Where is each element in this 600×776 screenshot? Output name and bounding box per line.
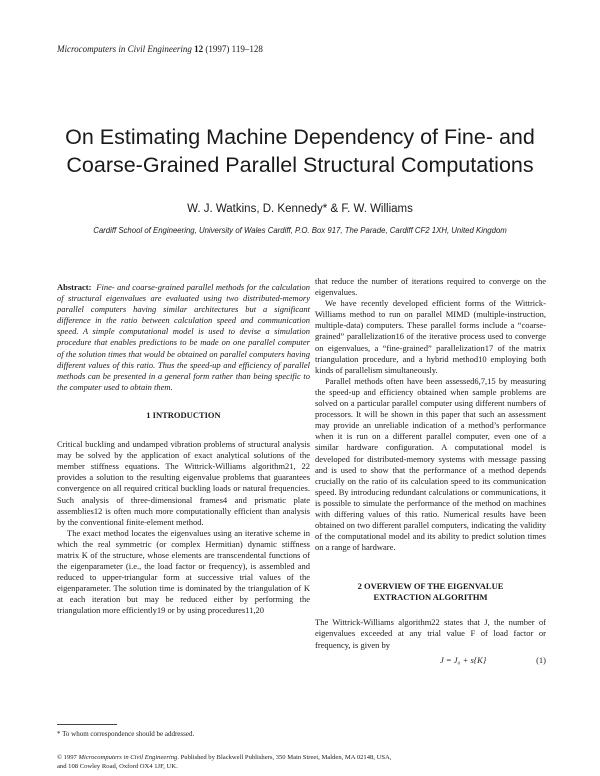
copyright-line-1: . Published by Blackwell Publishers, 350 Main Street, Malden, MA 02148, USA, [177,754,392,761]
author-list: W. J. Watkins, D. Kennedy* & F. W. Williams [187,203,413,215]
copyright-journal: Microcomputers in Civil Engineering [78,754,178,761]
right-paragraph-2: We have recently developed efficient forms of the Wittrick-Williams method to run on parallel MIMD (multiple-instruction, multiple-data) computers. These parallel forms include a “coarse-grained” parallelization16 of the iterative process used to converge on eigenvalues, a “fine-grained” parallelization17 of the matrix triangulation procedure, and a hybrid method10 employing both kinds of parallelism simultaneously. [315,298,546,375]
abstract-label: Abstract: [57,282,92,292]
equation-body: J = J₀ + s{K} [440,654,487,665]
affiliation: Cardiff School of Engineering, University of Wales Cardiff, P.O. Box 917, The Parade, Cardiff CF2 1XH, United Kingdom [93,226,507,235]
abstract [57,282,310,393]
right-paragraph-1: that reduce the number of iterations required to converge on the eigenvalues. [315,276,546,298]
abstract-text: Fine- and coarse-grained parallel methods for the calculation of structural eigenvalues are evaluated using two distributed-memory parallel computers having similar architectures but a significant difference in the ratio between calculation speed and communication speed. A simple computational model is used to devise a simulation procedure that enables predictions to be made on one parallel computer of the solution times that would be obtained on parallel computers having different values of this ratio. Thus the speed-up and efficiency of parallel methods can be presented in a general form rather than being specific to the computer used to obtain them. [57,282,310,392]
copyright-notice [57,753,477,771]
overview-heading-line-1: 2 OVERVIEW OF THE EIGENVALUE [357,581,504,592]
title-line-2: Coarse-Grained Parallel Structural Computations [66,153,534,177]
journal-name: Microcomputers in Civil Engineering [57,44,192,54]
section-heading-introduction: 1 INTRODUCTION [146,409,221,420]
section-heading-overview [315,581,546,603]
footnote-rule [57,724,117,725]
overview-paragraph-1: The Wittrick-Williams algorithm22 states that J, the number of eigenvalues exceeded at any trial value F of load factor or frequency, is given by [315,617,546,650]
overview-heading-line-2: EXTRACTION ALGORITHM [373,592,488,603]
right-column [315,276,546,666]
paper-title [0,123,600,179]
title-line-1: On Estimating Machine Dependency of Fine- and [65,125,535,149]
equation-number: (1) [536,654,546,665]
left-column [57,282,310,617]
intro-paragraph-2: The exact method locates the eigenvalues using an iterative scheme in which the real symmetric (or complex Hermitian) dynamic stiffness matrix K of the structure, whose elements are transcendental functions of the eigenparameter (i.e., the load factor or frequency), is assembled and reduced to upper-triangular form at successive trial values of the eigenparameter. The solution time is dominated by the triangulation of K at each iteration but may be reduced either by performing the triangulation more efficiently19 or by using procedures11,20 [57,527,310,616]
footnote: * To whom correspondence should be addressed. [57,730,195,738]
journal-year-pages: (1997) 119–128 [205,44,263,54]
equation-1 [315,655,546,666]
copyright-prefix: © 1997 [57,754,79,761]
intro-paragraph-1: Critical buckling and undamped vibration problems of structural analysis may be solved by the application of exact analytical solutions of the member stiffness equations. The Wittrick-Williams algorithm21, 22 provides a solution to the resulting eigenvalue problems that guarantees convergence on all required critical buckling loads or natural frequencies. Such analysis of three-dimensional frames4 and prismatic plate assemblies12 is often much more computationally efficient than analysis by the conventional finite-element method. [57,439,310,527]
journal-citation [57,44,263,54]
copyright-line-2: and 108 Cowley Road, Oxford OX4 1JF, UK. [57,763,178,770]
right-paragraph-3: Parallel methods often have been assessed6,7,15 by measuring the speed-up and efficiency obtained when sample problems are solved on a particular parallel computer using different numbers of processors. It will be shown in this paper that such an assessment may provide an unreliable indication of a method’s performance when it is run on a different parallel computer, even one of a similar hardware configuration. A computational model is developed for distributed-memory systems with message passing and is used to show that the performance of a method depends crucially on the ratio of its calculation speed to its communication speed. By introducing redundant calculations or communications, it is possible to simulate the performance of the method on machines with differing values of this ratio. Numerical results have been obtained on two different parallel computers, indicating the validity of the computational model and its ability to predict solution times on a range of hardware. [315,375,546,553]
journal-volume: 12 [194,44,204,54]
